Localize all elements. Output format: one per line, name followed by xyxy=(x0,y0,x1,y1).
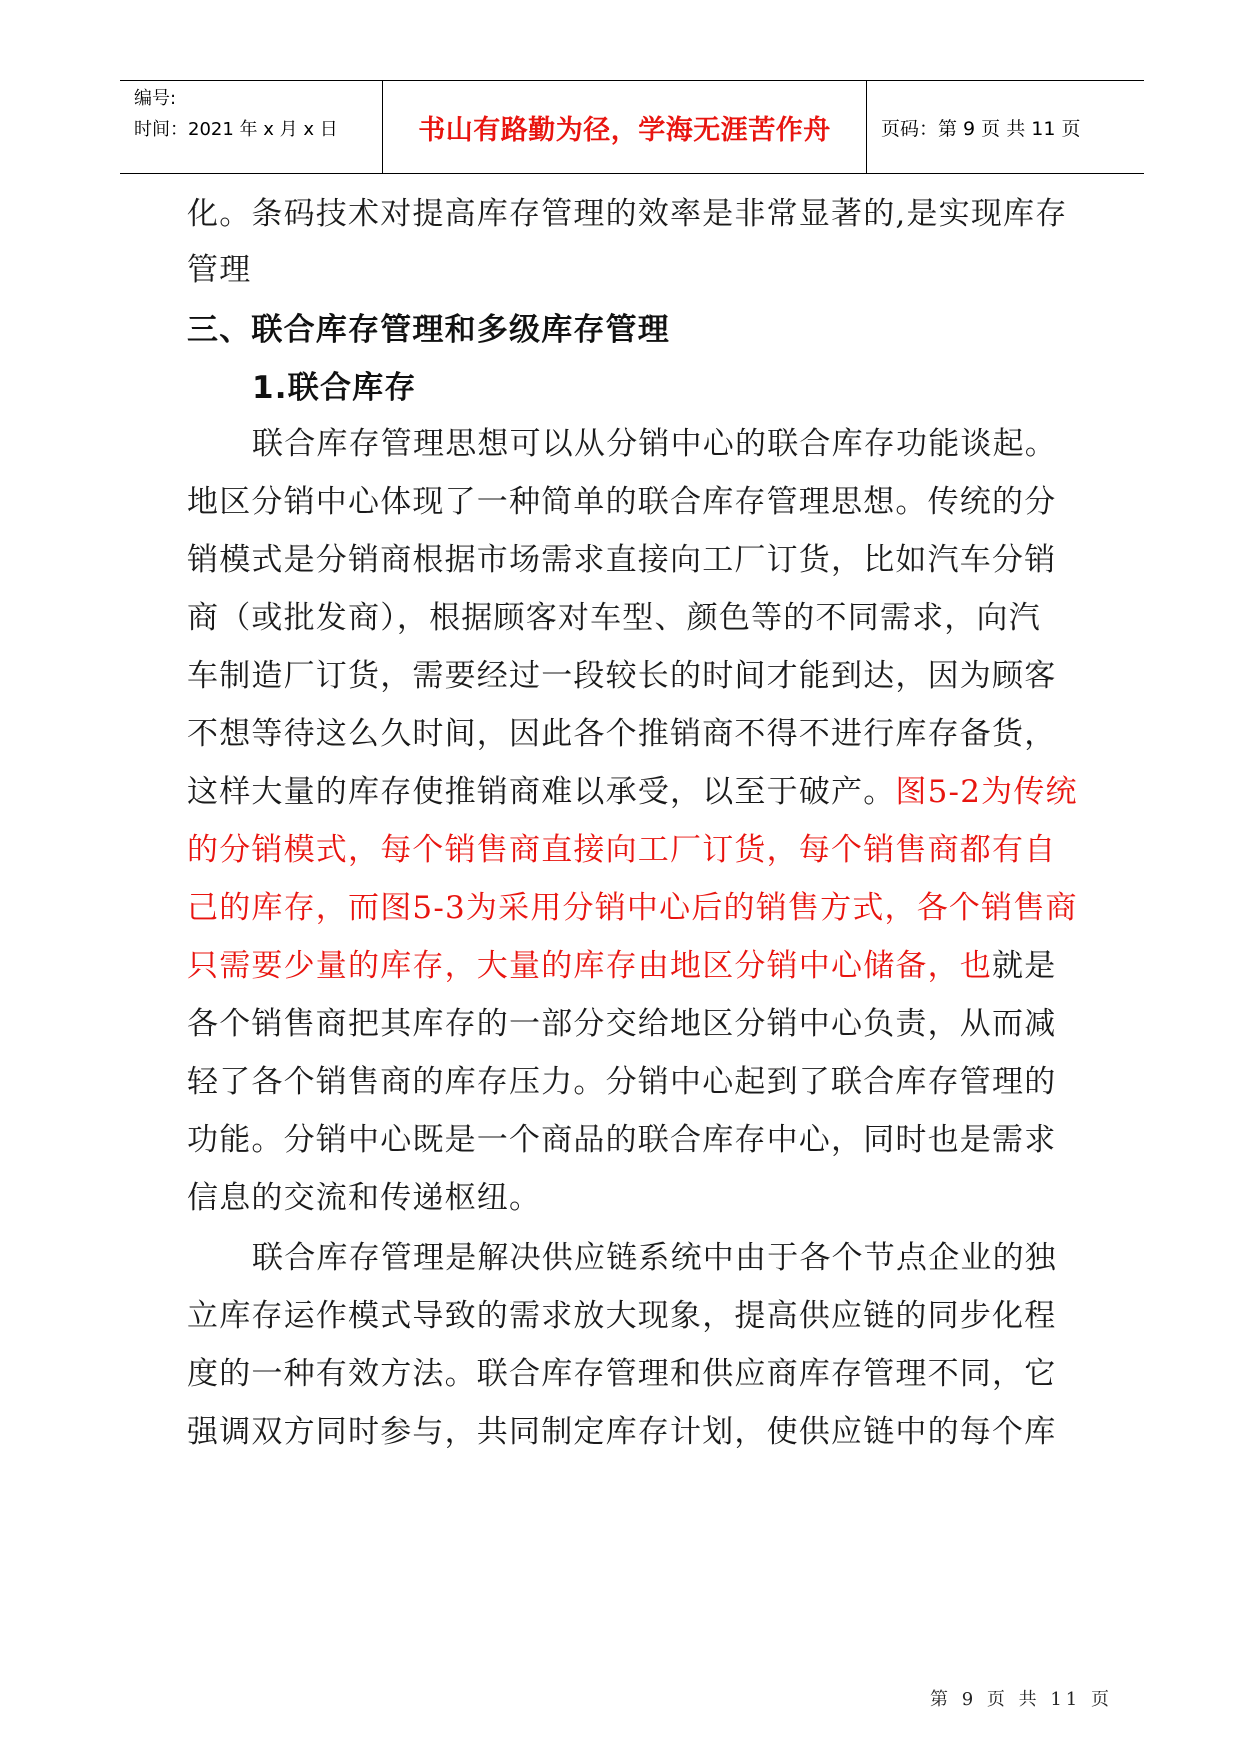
body-line: 度的一种有效方法。联合库存管理和供应商库存管理不同，它 xyxy=(187,1356,1057,1392)
body-line-mixed xyxy=(187,946,1077,986)
highlighted-line: 的分销模式，每个销售商直接向工厂订货，每个销售商都有自 xyxy=(187,832,1057,868)
body-line: 功能。分销中心既是一个商品的联合库存中心，同时也是需求 xyxy=(187,1122,1057,1158)
body-line: 化。条码技术对提高库存管理的效率是非常显著的,是实现库存 xyxy=(187,196,1068,232)
section-heading: 三、联合库存管理和多级库存管理 xyxy=(187,312,670,348)
header-meta-cell xyxy=(120,81,382,173)
header-page-code: 页码：第 9 页 共 11 页 xyxy=(881,117,1081,140)
page-header xyxy=(120,80,1144,174)
body-line: 立库存运作模式导致的需求放大现象，提高供应链的同步化程 xyxy=(187,1298,1057,1334)
subsection-heading: 1.联合库存 xyxy=(252,370,417,406)
header-motto-cell xyxy=(382,81,867,173)
header-motto: 书山有路勤为径，学海无涯苦作舟 xyxy=(418,114,831,146)
body-line: 轻了各个销售商的库存压力。分销中心起到了联合库存管理的 xyxy=(187,1064,1057,1100)
document-number-label: 编号: xyxy=(134,88,177,109)
body-line: 各个销售商把其库存的一部分交给地区分销中心负责，从而减 xyxy=(187,1006,1057,1042)
body-line: 联合库存管理是解决供应链系统中由于各个节点企业的独 xyxy=(252,1240,1057,1276)
body-text: 这样大量的库存使推销商难以承受，以至于破产。 xyxy=(187,774,896,810)
body-line: 车制造厂订货，需要经过一段较长的时间才能到达，因为顾客 xyxy=(187,658,1057,694)
body-line: 销模式是分销商根据市场需求直接向工厂订货，比如汽车分销 xyxy=(187,542,1057,578)
highlighted-text: 只需要少量的库存，大量的库存由地区分销中心储备，也 xyxy=(187,948,992,984)
body-line: 不想等待这么久时间，因此各个推销商不得不进行库存备货， xyxy=(187,716,1057,752)
header-page-cell xyxy=(867,81,1144,173)
body-line: 商（或批发商），根据顾客对车型、颜色等的不同需求，向汽 xyxy=(187,600,1041,636)
body-line: 地区分销中心体现了一种简单的联合库存管理思想。传统的分 xyxy=(187,484,1057,520)
body-line: 强调双方同时参与，共同制定库存计划，使供应链中的每个库 xyxy=(187,1414,1057,1450)
body-line: 联合库存管理思想可以从分销中心的联合库存功能谈起。 xyxy=(252,426,1057,462)
highlighted-text: 图5-2为传统 xyxy=(895,774,1078,810)
body-line-mixed xyxy=(187,772,1077,812)
highlighted-line: 己的库存，而图5-3为采用分销中心后的销售方式，各个销售商 xyxy=(187,890,1078,926)
body-text: 就是 xyxy=(992,948,1057,984)
document-time-label: 时间：2021 年 x 月 x 日 xyxy=(134,119,338,140)
body-line: 信息的交流和传递枢纽。 xyxy=(187,1180,542,1216)
body-line: 管理 xyxy=(187,252,252,288)
page-footer-number: 第 9 页 共 11 页 xyxy=(930,1689,1113,1710)
